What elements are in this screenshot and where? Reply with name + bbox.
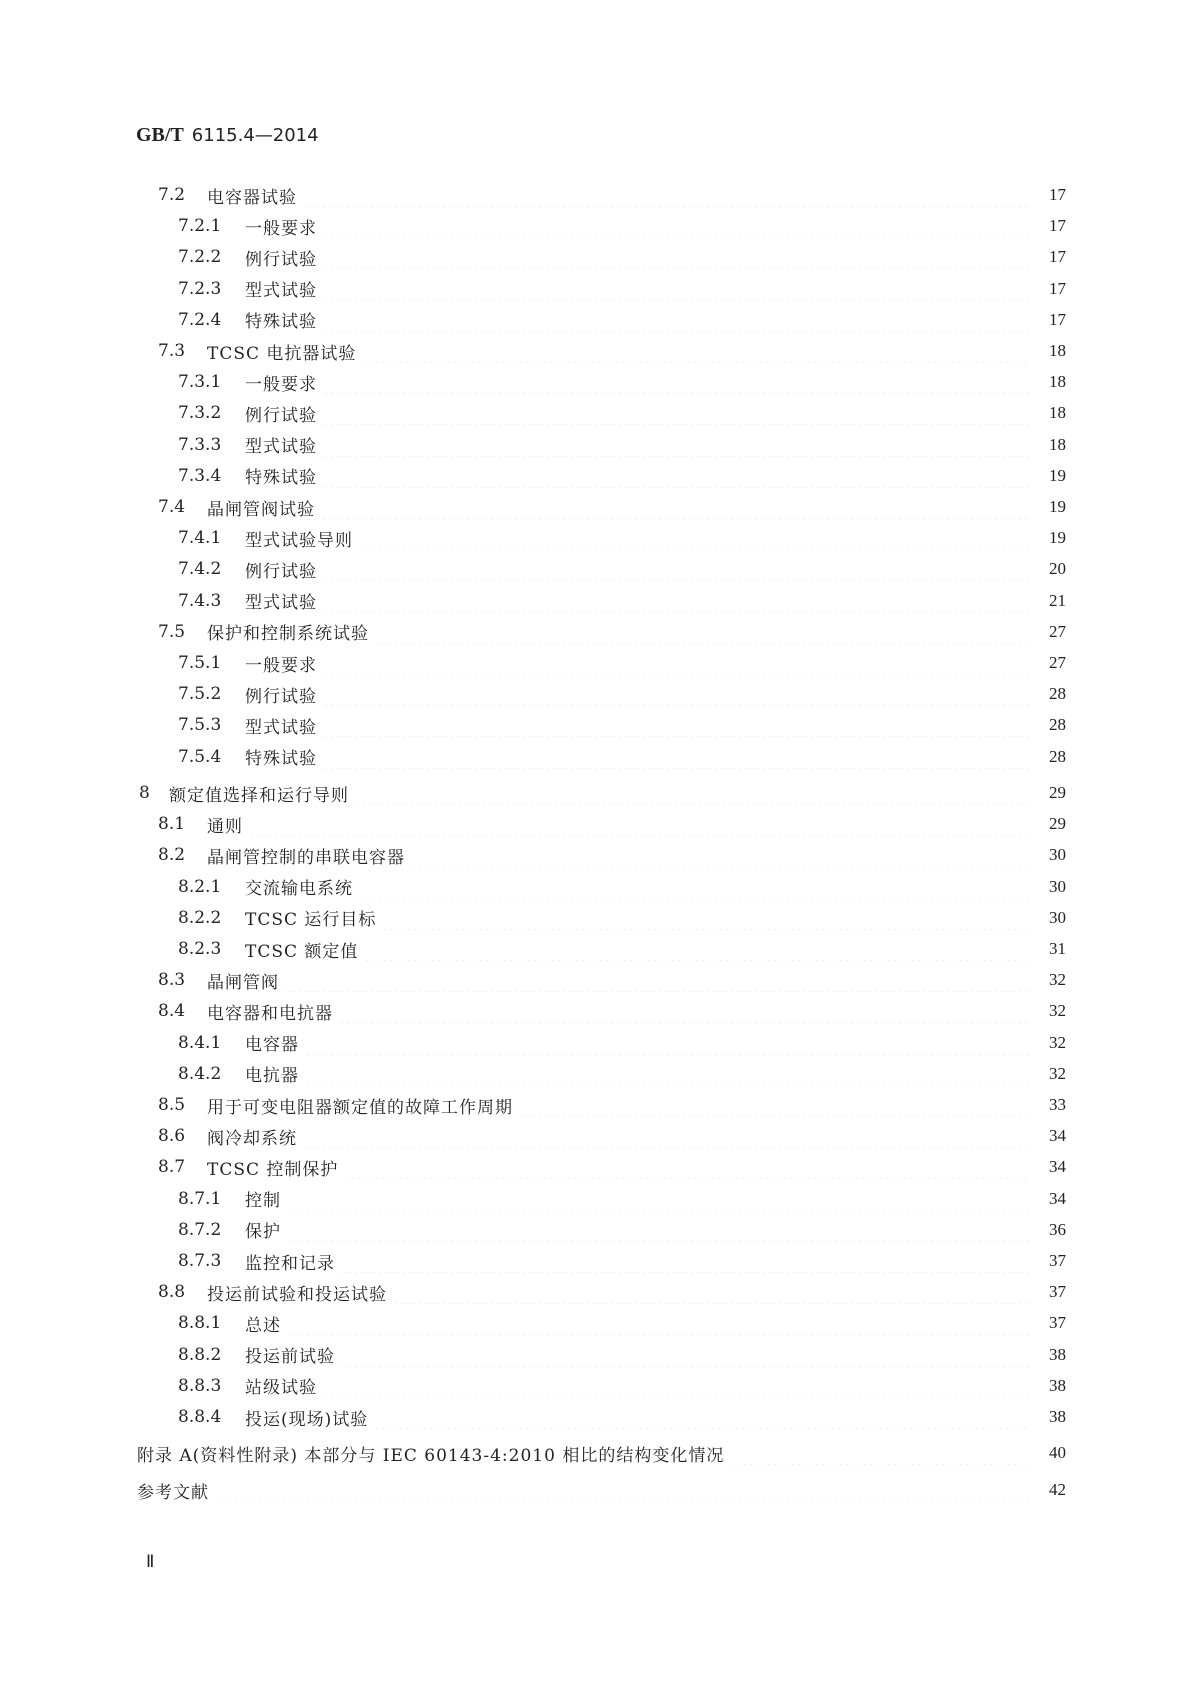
toc-entry-page: 18: [1049, 341, 1066, 360]
toc-entry-page: 17: [1049, 278, 1066, 298]
toc-entry-title: 通则: [207, 816, 243, 837]
toc-entry-title: 投运前试验和投运试验: [207, 1284, 387, 1305]
toc-entry-title: 额定值选择和运行导则: [169, 785, 349, 806]
dot-leader: [364, 937, 1030, 961]
toc-entry-title: 站级试验: [245, 1378, 317, 1399]
toc-entry-page: 20: [1049, 559, 1066, 579]
toc-entry[interactable]: [158, 1280, 1066, 1304]
toc-entry-page: 21: [1049, 590, 1066, 610]
toc-entry-page: 37: [1049, 1282, 1066, 1302]
toc-entry-page: 37: [1049, 1313, 1066, 1333]
dot-leader: [249, 812, 1030, 836]
toc-entry-number: 8.4: [158, 1001, 186, 1022]
toc-entry-number: 8.8.3: [178, 1375, 222, 1396]
toc-entry-page: 19: [1049, 465, 1066, 485]
toc-entry-title: 晶闸管阀: [207, 972, 279, 993]
toc-entry-page: 34: [1049, 1157, 1066, 1177]
toc-entry-page: 17: [1049, 216, 1066, 236]
toc-entry-number: 7.3.2: [178, 403, 222, 424]
toc-entry[interactable]: [178, 526, 1066, 550]
toc-entry-number: 7.5.3: [178, 715, 222, 736]
toc-entry-number: 7.5: [158, 621, 186, 642]
toc-entry[interactable]: [158, 968, 1066, 992]
toc-entry-page: 32: [1049, 970, 1066, 990]
dot-leader: [393, 1280, 1030, 1304]
toc-entry-page: 33: [1049, 1095, 1066, 1114]
toc-entry-title: 特殊试验: [245, 312, 317, 333]
toc-entry-number: 7.4.2: [178, 559, 222, 580]
toc-entry-page: 17: [1049, 309, 1066, 329]
standard-number: 6115.4—2014: [191, 125, 319, 146]
dot-leader: [341, 1249, 1030, 1273]
toc-entry-number: 7.2.4: [178, 309, 222, 330]
toc-entry-title: 特殊试验: [245, 468, 317, 489]
toc-entry-number: 7.4: [158, 497, 186, 517]
toc-entry-page: 27: [1049, 621, 1066, 641]
dot-leader: [287, 1187, 1030, 1211]
toc-entry-title: 附录 A(资料性附录) 本部分与 IEC 60143-4:2010 相比的结构变化情况: [137, 1445, 725, 1466]
toc-entry-page: 32: [1049, 1001, 1066, 1021]
toc-entry-title: 一般要求: [245, 655, 317, 676]
toc-entry-number: 8.8.1: [178, 1313, 222, 1334]
toc-entry-title: 一般要求: [245, 218, 317, 239]
toc-entry-page: 19: [1049, 528, 1066, 548]
dot-leader: [323, 245, 1030, 269]
toc-entry[interactable]: [178, 1343, 1066, 1367]
toc-entry-title: TCSC 电抗器试验: [207, 343, 357, 364]
toc-entry-page: 36: [1049, 1219, 1066, 1239]
toc-entry-page: 40: [1049, 1443, 1066, 1462]
toc-entry[interactable]: [158, 620, 1066, 644]
dot-leader: [305, 1062, 1030, 1086]
toc-entry[interactable]: [178, 682, 1066, 706]
toc-entry-number: 7.5.2: [178, 684, 222, 705]
toc-entry-number: 7.2.3: [178, 278, 222, 299]
toc-entry-title: 型式试验: [245, 717, 317, 738]
toc-entry-number: 8.2: [158, 845, 186, 866]
toc-entry[interactable]: [158, 1093, 1066, 1117]
toc-entry[interactable]: [178, 1374, 1066, 1398]
toc-entry-number: 8: [139, 783, 150, 803]
dot-leader: [382, 906, 1030, 930]
toc-entry[interactable]: [178, 401, 1066, 425]
toc-entry[interactable]: [178, 1218, 1066, 1242]
toc-entry-page: 18: [1049, 434, 1066, 454]
dot-leader: [344, 1155, 1030, 1179]
dot-leader: [323, 1374, 1030, 1398]
page-number: Ⅱ: [146, 1552, 155, 1571]
toc-entry[interactable]: [178, 875, 1066, 899]
toc-entry-title: TCSC 控制保护: [207, 1159, 339, 1180]
toc-entry-title: 型式试验导则: [245, 530, 353, 551]
toc-entry-number: 8.7.2: [178, 1219, 222, 1240]
dot-leader: [323, 651, 1030, 675]
dot-leader: [323, 589, 1030, 613]
toc-entry-number: 7.3: [158, 341, 186, 361]
toc-entry-title: 用于可变电阻器额定值的故障工作周期: [207, 1097, 513, 1118]
toc-entry-number: 7.4.3: [178, 590, 222, 611]
toc-entry-title: 型式试验: [245, 437, 317, 458]
toc-entry-page: 38: [1049, 1407, 1066, 1426]
dot-leader: [303, 183, 1030, 207]
toc-entry-page: 18: [1049, 403, 1066, 423]
toc-entry-number: 8.8.4: [178, 1407, 222, 1427]
toc-entry-page: 28: [1049, 715, 1066, 735]
toc-entry-number: 8.6: [158, 1126, 186, 1147]
toc-entry-title: 电容器: [245, 1035, 299, 1056]
toc-entry-page: 31: [1049, 939, 1066, 958]
toc-entry-number: 8.8: [158, 1282, 186, 1303]
toc-entry-number: 7.3.1: [178, 372, 222, 393]
toc-entry-page: 37: [1049, 1251, 1066, 1270]
toc-entry-page: 28: [1049, 684, 1066, 704]
dot-leader: [303, 1124, 1030, 1148]
toc-entry-title: 例行试验: [245, 561, 317, 582]
document-header: [136, 124, 319, 147]
toc-entry[interactable]: [158, 1155, 1066, 1179]
toc-entry-title: 投运前试验: [245, 1347, 335, 1368]
toc-entry[interactable]: [158, 999, 1066, 1023]
toc-entry-title: 例行试验: [245, 686, 317, 707]
toc-entry-number: 7.2.1: [178, 216, 222, 237]
dot-leader: [355, 781, 1030, 805]
toc-entry[interactable]: [178, 1062, 1066, 1086]
toc-entry[interactable]: [178, 745, 1066, 769]
toc-entry-number: 7.5.4: [178, 746, 222, 767]
toc-entry-number: 8.2.1: [178, 876, 222, 897]
toc-entry[interactable]: [158, 843, 1066, 867]
toc-entry[interactable]: [158, 812, 1066, 836]
toc-entry-title: 阀冷却系统: [207, 1128, 297, 1149]
toc-entry-page: 17: [1049, 247, 1066, 267]
toc-entry-page: 30: [1049, 907, 1066, 927]
dot-leader: [341, 1343, 1030, 1367]
toc-entry[interactable]: [158, 1124, 1066, 1148]
toc-entry-title: 晶闸管阀试验: [207, 499, 315, 520]
dot-leader: [519, 1093, 1030, 1117]
toc-entry[interactable]: [158, 183, 1066, 207]
toc-entry-title: 投运(现场)试验: [245, 1409, 369, 1430]
toc-entry-number: 8.3: [158, 970, 186, 991]
toc-entry[interactable]: [158, 495, 1066, 519]
toc-entry[interactable]: [178, 557, 1066, 581]
toc-entry-number: 8.2.3: [178, 939, 222, 959]
toc-entry[interactable]: [178, 906, 1066, 930]
toc-entry-title: 电抗器: [245, 1066, 299, 1087]
dot-leader: [215, 1478, 1030, 1502]
dot-leader: [323, 214, 1030, 238]
dot-leader: [323, 433, 1030, 457]
toc-entry-number: 8.2.2: [178, 907, 222, 928]
toc-entry[interactable]: [137, 1441, 1066, 1465]
standard-prefix: GB/T: [136, 124, 184, 146]
dot-leader: [323, 682, 1030, 706]
toc-entry-title: 交流输电系统: [245, 879, 353, 900]
dot-leader: [374, 1405, 1030, 1429]
dot-leader: [730, 1441, 1030, 1465]
toc-entry-number: 7.2.2: [178, 247, 222, 268]
toc-entry-number: 7.5.1: [178, 653, 222, 673]
dot-leader: [323, 277, 1030, 301]
toc-entry-page: 29: [1049, 783, 1066, 802]
toc-entry-number: 8.5: [158, 1095, 186, 1115]
toc-entry-number: 7.2: [158, 185, 186, 205]
toc-entry[interactable]: [178, 277, 1066, 301]
toc-entry-title: 保护: [245, 1222, 281, 1243]
toc-entry-title: 保护和控制系统试验: [207, 624, 369, 645]
toc-entry-number: 8.7: [158, 1157, 186, 1178]
toc-entry[interactable]: [178, 651, 1066, 675]
toc-entry-page: 34: [1049, 1188, 1066, 1208]
dot-leader: [359, 875, 1030, 899]
toc-entry-page: 30: [1049, 876, 1066, 896]
toc-entry-page: 32: [1049, 1063, 1066, 1083]
toc-entry-number: 8.1: [158, 814, 186, 835]
dot-leader: [323, 557, 1030, 581]
toc-entry[interactable]: [178, 214, 1066, 238]
dot-leader: [287, 1311, 1030, 1335]
toc-entry-page: 28: [1049, 746, 1066, 766]
dot-leader: [321, 495, 1030, 519]
toc-entry-title: 参考文献: [137, 1482, 209, 1503]
toc-entry[interactable]: [178, 464, 1066, 488]
toc-entry[interactable]: [178, 589, 1066, 613]
toc-entry[interactable]: [178, 1187, 1066, 1211]
toc-entry[interactable]: [178, 713, 1066, 737]
toc-entry-title: 例行试验: [245, 405, 317, 426]
toc-entry[interactable]: [178, 1405, 1066, 1429]
toc-entry[interactable]: [178, 937, 1066, 961]
toc-entry[interactable]: [178, 245, 1066, 269]
toc-entry-title: 型式试验: [245, 593, 317, 614]
toc-entry[interactable]: [178, 1311, 1066, 1335]
dot-leader: [305, 1031, 1030, 1055]
toc-entry-title: 监控和记录: [245, 1253, 335, 1274]
toc-entry-page: 29: [1049, 814, 1066, 834]
toc-entry-title: 型式试验: [245, 281, 317, 302]
toc-entry-page: 19: [1049, 497, 1066, 516]
toc-entry-page: 42: [1049, 1480, 1066, 1499]
toc-entry-number: 7.3.4: [178, 465, 222, 486]
toc-entry-page: 27: [1049, 653, 1066, 672]
toc-entry[interactable]: [178, 1031, 1066, 1055]
toc-entry[interactable]: [139, 781, 1066, 805]
toc-entry-page: 34: [1049, 1126, 1066, 1146]
dot-leader: [323, 745, 1030, 769]
toc-entry[interactable]: [178, 1249, 1066, 1273]
dot-leader: [285, 968, 1030, 992]
toc-entry[interactable]: [178, 370, 1066, 394]
toc-entry[interactable]: [158, 339, 1066, 363]
dot-leader: [359, 526, 1030, 550]
dot-leader: [411, 843, 1030, 867]
toc-entry[interactable]: [178, 308, 1066, 332]
toc-entry-title: TCSC 额定值: [245, 941, 359, 962]
toc-entry-page: 18: [1049, 372, 1066, 392]
dot-leader: [323, 370, 1030, 394]
toc-entry-number: 7.4.1: [178, 528, 222, 549]
toc-entry-number: 8.7.3: [178, 1251, 222, 1271]
toc-entry-title: 例行试验: [245, 249, 317, 270]
toc-entry-title: TCSC 运行目标: [245, 910, 377, 931]
toc-entry-title: 晶闸管控制的串联电容器: [207, 847, 405, 868]
dot-leader: [323, 713, 1030, 737]
dot-leader: [323, 308, 1030, 332]
toc-entry-number: 8.7.1: [178, 1188, 222, 1209]
toc-entry-number: 8.4.2: [178, 1063, 222, 1084]
dot-leader: [339, 999, 1030, 1023]
toc-entry[interactable]: [178, 433, 1066, 457]
toc-entry-page: 38: [1049, 1375, 1066, 1395]
toc-entry-number: 8.4.1: [178, 1032, 222, 1053]
toc-entry-title: 特殊试验: [245, 749, 317, 770]
toc-entry-title: 总述: [245, 1315, 281, 1336]
toc-entry-title: 控制: [245, 1191, 281, 1212]
toc-entry-title: 电容器和电抗器: [207, 1003, 333, 1024]
dot-leader: [287, 1218, 1030, 1242]
dot-leader: [323, 401, 1030, 425]
dot-leader: [362, 339, 1030, 363]
toc-entry[interactable]: [137, 1478, 1066, 1502]
toc-entry-number: 8.8.2: [178, 1344, 222, 1365]
toc-entry-number: 7.3.3: [178, 434, 222, 455]
dot-leader: [323, 464, 1030, 488]
toc-entry-page: 30: [1049, 845, 1066, 865]
dot-leader: [375, 620, 1030, 644]
toc-entry-page: 17: [1049, 185, 1066, 204]
toc-entry-page: 38: [1049, 1344, 1066, 1364]
toc-entry-title: 一般要求: [245, 374, 317, 395]
toc-entry-title: 电容器试验: [207, 187, 297, 208]
toc-entry-page: 32: [1049, 1032, 1066, 1052]
